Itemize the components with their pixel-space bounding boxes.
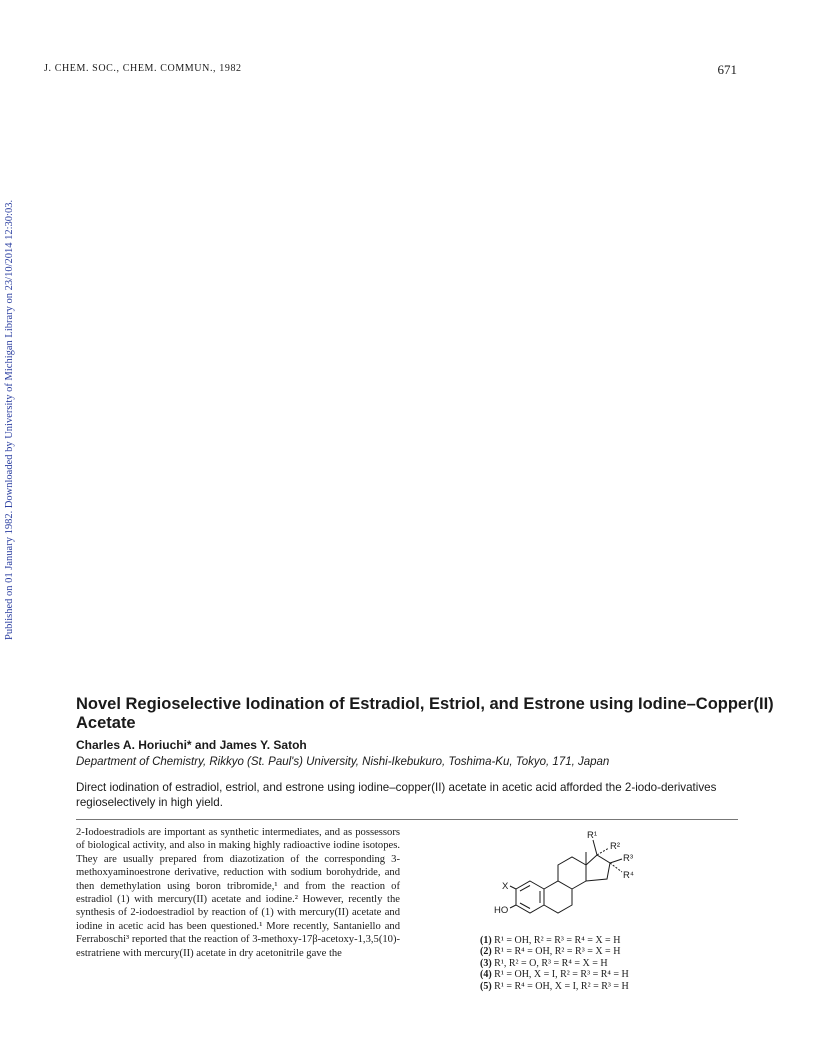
compound-number: (3) [480, 957, 492, 969]
section-divider [76, 819, 738, 820]
ho-bond [510, 905, 516, 908]
steroid-structure-diagram [480, 828, 720, 938]
r4-bond [610, 863, 622, 872]
compound-definition: R¹ = OH, R² = R³ = R⁴ = X = H [494, 935, 621, 946]
article-title: Novel Regioselective Iodination of Estradiol, Estriol, and Estrone using Iodine–Copper(II) Acetate [76, 695, 774, 732]
compound-row [480, 946, 629, 957]
compound-definition: R¹, R² = O, R³ = R⁴ = X = H [494, 957, 608, 969]
compound-definitions [480, 935, 629, 992]
compound-definition: R¹ = R⁴ = OH, X = I, R² = R³ = H [494, 980, 629, 992]
r3-bond [610, 859, 622, 863]
r1-bond [593, 840, 597, 855]
download-notice: Published on 01 January 1982. Downloaded by University of Michigan Library on 23/10/2014 12:30:03. [4, 199, 15, 640]
compound-number: (5) [480, 980, 492, 992]
compound-row [480, 969, 629, 980]
compound-row [480, 935, 629, 946]
r3-label: R³ [623, 853, 634, 864]
compound-row [480, 981, 629, 992]
compound-number: (1) [480, 935, 492, 946]
compound-definition: R¹ = OH, X = I, R² = R³ = R⁴ = H [494, 969, 629, 981]
steroid-skeleton-drawing [480, 828, 720, 938]
article-abstract: Direct iodination of estradiol, estriol, and estrone using iodine–copper(II) acetate in acetic acid afforded the 2-iodo-derivatives regioselectively in high yield. [76, 781, 717, 809]
r4-label: R⁴ [623, 870, 634, 881]
ring-b [544, 881, 572, 913]
x-bond [510, 886, 516, 889]
r1-label: R¹ [587, 830, 598, 841]
compound-number: (4) [480, 969, 492, 981]
compound-number: (2) [480, 946, 492, 958]
ring-d [586, 855, 610, 881]
ho-label: HO [494, 905, 509, 916]
running-head: J. CHEM. SOC., CHEM. COMMUN., 1982 [44, 63, 242, 74]
compound-row [480, 958, 629, 969]
compound-definition: R¹ = R⁴ = OH, R² = R³ = X = H [494, 946, 621, 958]
page-number: 671 [717, 62, 737, 77]
x-label: X [502, 881, 509, 892]
r2-label: R² [610, 841, 621, 852]
body-paragraph: 2-Iodoestradiols are important as synthetic intermediates, and as possessors of biological activity, and also in making highly radioactive iodine isotopes. They are usually prepared from diazotization of the corresponding 3-methoxyaminoestrone derivative, reduction with sodium borohydride, and then demethylation using boron tribromide,¹ and from the reaction of estradiol (1) with mercury(II) acetate and iodine.² However, recently the synthesis of 2-iodoestradiol by reaction of (1) with mercury(II) acetate and iodine in acetic acid has been questioned.¹ More recently, Santaniello and Ferraboschi³ reported that the reaction of 3-methoxy-17β-acetoxy-1,3,5(10)-estratriene with mercury(II) acetate in dry acetonitrile gave the [76, 827, 400, 959]
article-authors: Charles A. Horiuchi* and James Y. Satoh [76, 738, 307, 752]
r2-bond [597, 848, 609, 855]
author-affiliation: Department of Chemistry, Rikkyo (St. Paul's) University, Nishi-Ikebukuro, Toshima-Ku, Tokyo, 171, Japan [76, 756, 610, 768]
ring-c [558, 857, 586, 889]
